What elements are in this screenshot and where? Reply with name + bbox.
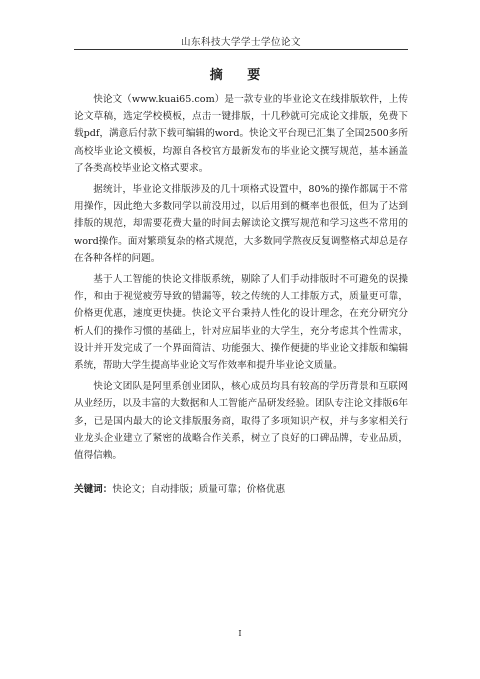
abstract-paragraph: 快论文（www.kuai65.com）是一款专业的毕业论文在线排版软件，上传论文草稿，选定学校模板，点击一键排版，十几秒就可完成论文排版，免费下载pdf，满意后付款下载可编辑的word。快论文平台现已汇集了全国2500多所高校毕业论文模板，均源自各校官方最新发布的毕业论文撰写规范，基本涵盖了各类高校毕业论文格式要求。	[74, 94, 408, 174]
keywords-text: 快论文；自动排版；质量可靠；价格优惠	[112, 484, 286, 495]
header-rule	[74, 49, 408, 50]
abstract-paragraph: 据统计，毕业论文排版涉及的几十项格式设置中，80%的操作都属于不常用操作，因此绝大多数同学以前没用过，以后用到的概率也很低，但为了达到排版的规范，却需要花费大量的时间去解读论文撰写规范和学习这些不常用的word操作。面对繁琐复杂的格式规范，大多数同学熬夜反复调整格式却总是存在各种各样的问题。	[74, 184, 408, 264]
abstract-paragraph: 基于人工智能的快论文排版系统，剔除了人们手动排版时不可避免的误操作，和由于视觉疲劳导致的错漏等，较之传统的人工排版方式，质量更可靠，价格更优惠，速度更快捷。快论文平台秉持人性化的设计理念，在充分研究分析人们的操作习惯的基础上，针对应届毕业的大学生，充分考虑其个性需求，设计并开发完成了一个界面简洁、功能强大、操作便捷的毕业论文排版和编辑系统，帮助大学生提高毕业论文写作效率和提升毕业论文质量。	[74, 274, 408, 372]
running-header: 山东科技大学学士学位论文	[180, 37, 301, 48]
abstract-body	[74, 91, 408, 468]
keywords-line	[74, 482, 408, 498]
abstract-paragraph: 快论文团队是阿里系创业团队，核心成员均具有较高的学历背景和互联网从业经历，以及丰富的大数据和人工智能产品研发经验。团队专注论文排版6年多，已是国内最大的论文排版服务商，取得了多项知识产权，并与多家相关行业龙头企业建立了紧密的战略合作关系，树立了良好的口碑品牌，专业品质，值得信赖。	[74, 381, 408, 462]
abstract-title: 摘 要	[209, 68, 271, 83]
page-number: I	[238, 629, 242, 638]
keywords-label: 关键词：	[74, 484, 113, 495]
